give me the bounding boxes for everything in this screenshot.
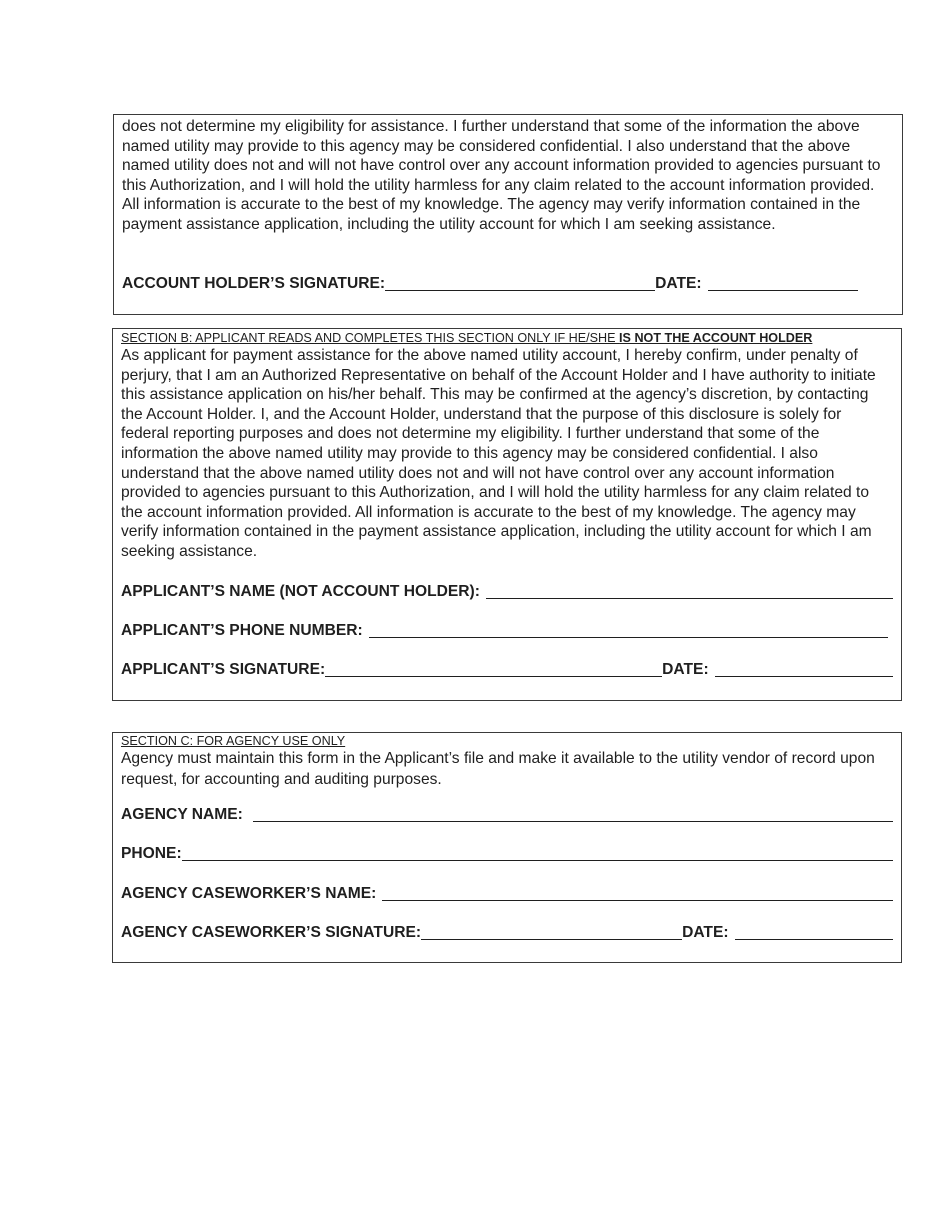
applicant-phone-field[interactable] xyxy=(369,623,888,638)
agency-name-label: AGENCY NAME: xyxy=(121,806,243,823)
caseworker-name-field[interactable] xyxy=(382,886,893,901)
caseworker-name-label: AGENCY CASEWORKER’S NAME: xyxy=(121,885,377,902)
agency-phone-row xyxy=(121,843,893,863)
applicant-signature-field[interactable] xyxy=(325,662,662,677)
applicant-signature-label: APPLICANT’S SIGNATURE: xyxy=(121,661,326,678)
account-holder-signature-row xyxy=(122,273,894,293)
account-holder-date-label: DATE: xyxy=(655,275,702,292)
applicant-signature-row xyxy=(121,659,893,679)
agency-phone-field[interactable] xyxy=(182,846,893,861)
caseworker-signature-row xyxy=(121,922,893,942)
applicant-name-field[interactable] xyxy=(486,584,893,599)
caseworker-signature-field[interactable] xyxy=(421,925,682,940)
caseworker-name-row xyxy=(121,883,893,903)
section-a-box xyxy=(113,114,903,315)
section-b-paragraph: As applicant for payment assistance for the above named utility account, I hereby confirm, under penalty of perjury, that I am an Authorized Representative on behalf of the Account Holder and I have authority to initiate this assistance application on his/her behalf. This may be confirmed at the agency’s discretion, by contacting the Account Holder. I, and the Account Holder, understand that the purpose of this disclosure is solely for federal reporting purposes and does not determine my eligibility. I further understand that some of the information the above named utility may provide to this agency may be considered confidential. I also understand that the above named utility does not and will not have control over any account information provided to agencies pursuant to this Authorization, and I will hold the utility harmless for any claim related to the account information provided. All information is accurate to the best of my knowledge. The agency may verify information contained in the payment assistance application, including the utility account for which I am seeking assistance. xyxy=(121,347,876,560)
caseworker-date-label: DATE: xyxy=(682,924,729,941)
account-holder-date-field[interactable] xyxy=(708,276,858,291)
section-c-heading: SECTION C: FOR AGENCY USE ONLY xyxy=(121,734,346,748)
section-c-box xyxy=(112,732,902,963)
applicant-date-label: DATE: xyxy=(662,661,709,678)
applicant-date-field[interactable] xyxy=(715,662,893,677)
section-b-heading-text: SECTION B: APPLICANT READS AND COMPLETES THIS SECTION ONLY IF HE/SHE xyxy=(121,331,620,345)
agency-phone-label: PHONE: xyxy=(121,845,182,862)
section-c-paragraph: Agency must maintain this form in the Applicant’s file and make it available to the utility vendor of record upon request, for accounting and auditing purposes. xyxy=(121,750,875,788)
section-a-paragraph: does not determine my eligibility for assistance. I further understand that some of the information the above named utility may provide to this agency may be considered confidential. I also understand that the above named utility does not and will not have control over any account information provided to agencies pursuant to this Authorization, and I will hold the utility harmless for any claim related to the account information provided. All information is accurate to the best of my knowledge. The agency may verify information contained in the payment assistance application, including the utility account for which I am seeking assistance. xyxy=(122,118,881,233)
agency-name-row xyxy=(121,804,893,824)
applicant-phone-label: APPLICANT’S PHONE NUMBER: xyxy=(121,622,363,639)
caseworker-date-field[interactable] xyxy=(735,925,893,940)
section-b-heading-bold: IS NOT THE ACCOUNT HOLDER xyxy=(619,331,813,345)
agency-name-field[interactable] xyxy=(253,807,893,822)
section-b-box xyxy=(112,328,902,701)
applicant-name-row xyxy=(121,581,893,601)
applicant-name-label: APPLICANT’S NAME (NOT ACCOUNT HOLDER): xyxy=(121,583,480,600)
account-holder-signature-field[interactable] xyxy=(385,276,655,291)
applicant-phone-row xyxy=(121,620,888,640)
section-b-heading xyxy=(121,331,893,346)
caseworker-signature-label: AGENCY CASEWORKER’S SIGNATURE: xyxy=(121,924,422,941)
account-holder-signature-label: ACCOUNT HOLDER’S SIGNATURE: xyxy=(122,275,386,292)
